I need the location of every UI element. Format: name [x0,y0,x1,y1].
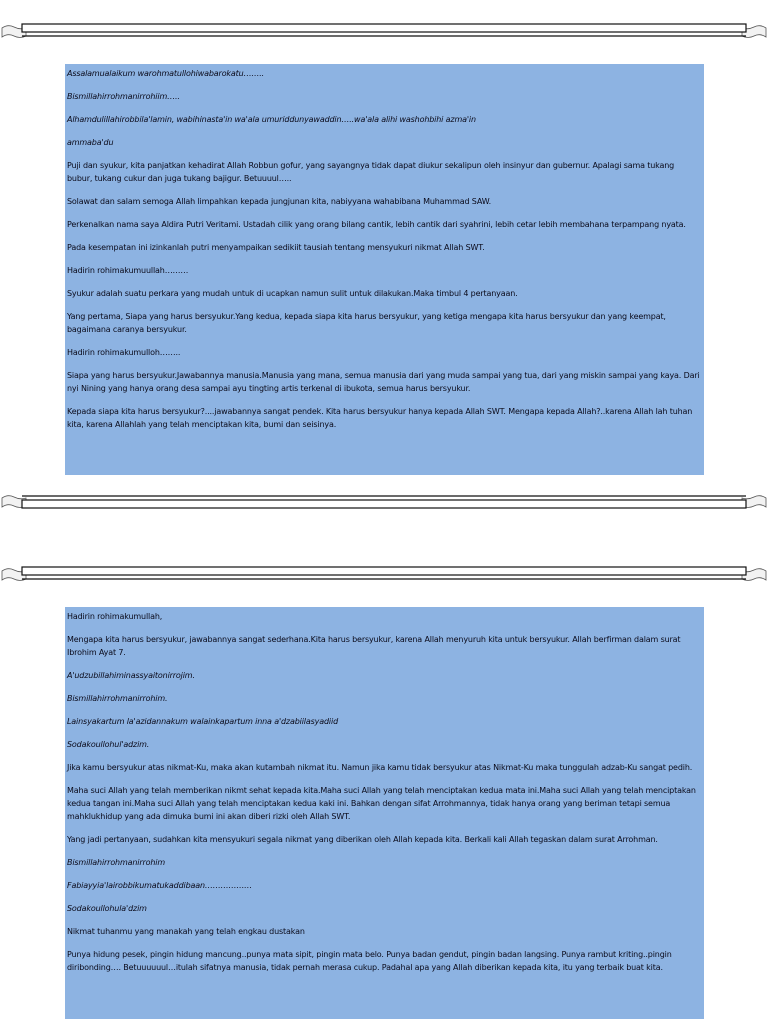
paragraph: Solawat dan salam semoga Allah limpahkan kepada jungjunan kita, nabiyyana wahabibana Muhammad SAW. [67,197,491,206]
scroll-border-top [0,20,768,48]
paragraph: Pada kesempatan ini izinkanlah putri menyampaikan sedikiit tausiah tentang mensyukuri nikmat Allah SWT. [67,243,485,252]
scroll-border-top [0,563,768,591]
paragraph: A'udzubillahiminassyaitonirrojim. [67,671,195,680]
paragraph: Yang pertama, Siapa yang harus bersyukur.Yang kedua, kepada siapa kita harus bersyukur, yang ketiga mengapa kita harus bersyukur dan yang keempat, bagaimana caranya bersyukur. [67,312,666,334]
paragraph: Lainsyakartum la'azidannakum walainkapartum inna a'dzabiilasyadiid [67,717,338,726]
paragraph: Hadirin rohimakumulloh…….. [67,348,181,357]
text-panel-2 [65,607,704,1019]
paragraph: Siapa yang harus bersyukur.Jawabannya manusia.Manusia yang mana, semua manusia dari yang muda sampai yang tua, dari yang miskin sampai yang kaya. Dari nyi Nining yang hanya orang desa sampai ayu tingting artis terkenal di ibukota, semua harus bersyukur. [67,371,700,393]
paragraph: Punya hidung pesek, pingin hidung mancung..punya mata sipit, pingin mata belo. Punya badan gendut, pingin badan langsing. Punya rambut kriting..pingin diribonding…. Betuuuuuul…itulah sifatnya manusia, tidak pernah merasa cukup. Padahal apa yang Allah diberikan kepada kita, itu yang terbaik buat kita. [67,950,672,972]
scroll-border-bottom [0,490,768,518]
paragraph: Perkenalkan nama saya Aldira Putri Veritami. Ustadah cilik yang orang bilang cantik, lebih cantik dari syahrini, lebih cetar lebih membahana terpampang nyata. [67,220,686,229]
paragraph: Sodakoullohula'dzim [67,904,147,913]
paragraph: Bismillahirrohmanirrohim. [67,694,168,703]
paragraph: Assalamualaikum warohmatullohiwabarokatu…….. [67,69,265,78]
paragraph: Kepada siapa kita harus bersyukur?....jawabannya sangat pendek. Kita harus bersyukur hanya kepada Allah SWT. Mengapa kepada Allah?..karena Allah lah tuhan kita, karena Allahlah yang telah menciptakan kita, bumi dan seisinya. [67,407,693,429]
paragraph: Maha suci Allah yang telah memberikan nikmt sehat kepada kita.Maha suci Allah yang telah menciptakan kedua mata ini.Maha suci Allah yang telah menciptakan kedua tangan ini.Maha suci Allah yang telah menciptakan kedua kaki ini. Bahkan dengan sifat Arrohmannya, tidak hanya orang yang beriman tetapi semua mahklukhidup yang ada dimuka bumi ini akan diberi rizki oleh Allah SWT. [67,786,696,821]
paragraph: Hadirin rohimakumullah, [67,612,163,621]
paragraph: ammaba'du [67,138,114,147]
paragraph: Puji dan syukur, kita panjatkan kehadirat Allah Robbun gofur, yang sayangnya tidak dapat diukur sekalipun oleh insinyur dan gubernur. Apalagi sama tukang bubur, tukang cukur dan juga tukang bajigur. Betuuuul….. [67,161,675,183]
paragraph: Yang jadi pertanyaan, sudahkan kita mensyukuri segala nikmat yang diberikan oleh Allah kepada kita. Berkali kali Allah tegaskan dalam surat Arrohman. [67,835,658,844]
paragraph: Sodakoullohul'adzim. [67,740,150,749]
paragraph: Hadirin rohimakumuullah……… [67,266,189,275]
paragraph: Alhamdulillahirobbila'lamin, wabihinasta'in wa'ala umuriddunyawaddin…..wa'ala alihi washohbihi azma'in [67,115,476,124]
paragraph: Bismillahirrohmanirrohiim….. [67,92,180,101]
paragraph: Jika kamu bersyukur atas nikmat-Ku, maka akan kutambah nikmat itu. Namun jika kamu tidak bersyukur atas Nikmat-Ku maka tunggulah adzab-Ku sangat pedih. [67,763,693,772]
paragraph: Fabiayyia'lairobbikumatukaddibaan……………… [67,881,253,890]
paragraph: Bismillahirrohmanirrohim [67,858,166,867]
text-panel-1 [65,64,704,475]
paragraph: Nikmat tuhanmu yang manakah yang telah engkau dustakan [67,927,305,936]
paragraph: Mengapa kita harus bersyukur, jawabannya sangat sederhana.Kita harus bersyukur, karena Allah menyuruh kita untuk bersyukur. Allah berfirman dalam surat Ibrohim Ayat 7. [67,635,681,657]
paragraph: Syukur adalah suatu perkara yang mudah untuk di ucapkan namun sulit untuk dilakukan.Maka timbul 4 pertanyaan. [67,289,518,298]
